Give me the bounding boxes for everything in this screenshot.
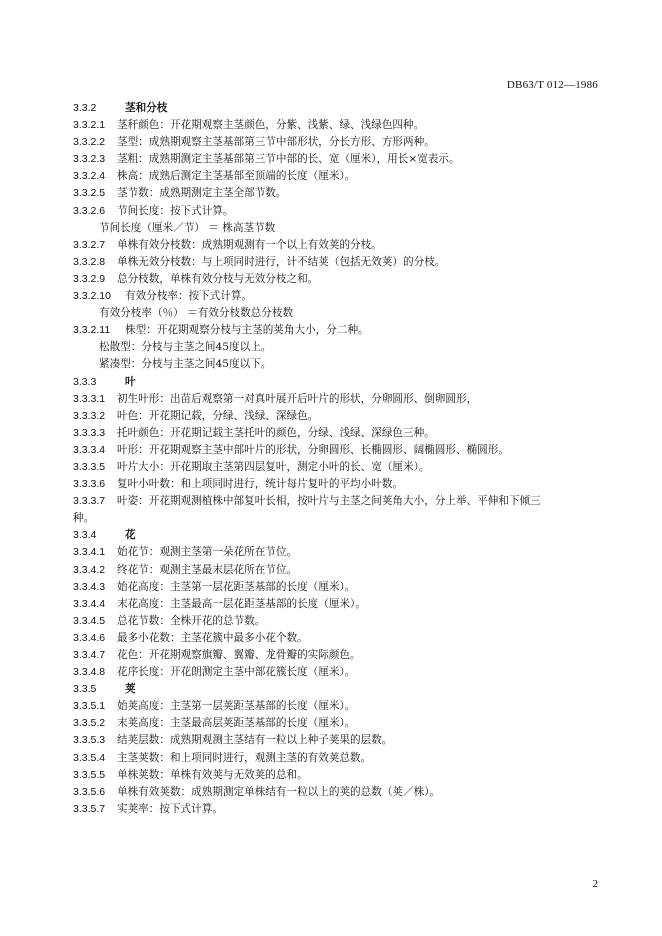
clause-item bbox=[73, 442, 603, 459]
clause-item bbox=[73, 151, 603, 168]
clause-item bbox=[73, 664, 603, 681]
clause-text: 茎粗：成熟期测定主茎基部第三节中部的长、宽（厘米），用长×宽表示。 bbox=[117, 153, 460, 166]
clause-number: 3.3.3.3 bbox=[73, 426, 106, 439]
clause-number: 3.3.2.8 bbox=[73, 255, 106, 268]
clause-number: 3.3.2.9 bbox=[73, 272, 106, 285]
clause-item bbox=[73, 203, 603, 220]
clause-item bbox=[73, 562, 603, 579]
section-title: 花 bbox=[125, 529, 136, 542]
clause-text: 株高：成熟后测定主茎基部至顶端的长度（厘米）。 bbox=[117, 170, 356, 183]
clause-number: 3.3.3.2 bbox=[73, 409, 106, 422]
continuation-line bbox=[73, 510, 603, 527]
document-code: DB63/T 012—1986 bbox=[506, 79, 598, 91]
section-number: 3.3.5 bbox=[73, 683, 97, 696]
section-heading bbox=[73, 374, 603, 391]
clause-text: 茎型：成熟期观察主茎基部第三节中部形状，分长方形、方形两种。 bbox=[117, 136, 435, 149]
section-heading bbox=[73, 681, 603, 698]
clause-item bbox=[73, 237, 603, 254]
clause-text: 总分枝数，单株有效分枝与无效分枝之和。 bbox=[117, 272, 319, 285]
clause-number: 3.3.2.1 bbox=[73, 119, 106, 132]
formula-text: 节间长度（厘米／节） ＝ 株高茎节数 bbox=[99, 221, 276, 234]
clause-number: 3.3.2.5 bbox=[73, 187, 106, 200]
clause-text: 叶形：开花期观察主茎中部叶片的形状，分卵圆形、长椭圆形、阔椭圆形、椭圆形。 bbox=[117, 443, 509, 456]
clause-item bbox=[73, 698, 603, 715]
document-body bbox=[73, 100, 603, 818]
clause-number: 3.3.3.5 bbox=[73, 460, 106, 473]
clause-item bbox=[73, 715, 603, 732]
clause-text: 叶色：开花期记载，分绿、浅绿、深绿色。 bbox=[117, 409, 319, 422]
clause-number: 3.3.3.1 bbox=[73, 392, 106, 405]
clause-text: 花序长度：开花朗测定主茎中部花簇长度（厘米）。 bbox=[117, 666, 356, 679]
section-number: 3.3.2 bbox=[73, 102, 97, 114]
clause-number: 3.3.5.6 bbox=[73, 785, 106, 798]
section-title: 茎和分枝 bbox=[125, 102, 168, 114]
clause-text: 末花高度：主茎最高一层花距茎基部的长度（厘米）。 bbox=[117, 597, 366, 610]
clause-item bbox=[73, 408, 603, 425]
clause-text: 实荚率：按下式计算。 bbox=[117, 802, 223, 815]
clause-item bbox=[73, 613, 603, 630]
clause-number: 3.3.2.7 bbox=[73, 238, 106, 251]
clause-text: 花色：开花期观察旗瓣、翼瓣、龙骨瓣的实际颜色。 bbox=[117, 649, 361, 661]
clause-text: 叶姿：开花期观测植株中部复叶长相，按叶片与主茎之间荚角大小，分上举、平伸和下倾三 bbox=[117, 495, 541, 508]
clause-text: 始花节：观测主茎第一朵花所在节位。 bbox=[117, 546, 298, 559]
clause-text: 节间长度：按下式计算。 bbox=[117, 204, 234, 217]
clause-item bbox=[73, 391, 603, 408]
clause-item bbox=[73, 801, 603, 818]
clause-number: 3.3.5.5 bbox=[73, 768, 106, 781]
clause-number: 3.3.2.11 bbox=[73, 324, 111, 337]
clause-item bbox=[73, 476, 603, 493]
clause-number: 3.3.4.2 bbox=[73, 563, 106, 576]
clause-item bbox=[73, 544, 603, 561]
clause-number: 3.3.4.1 bbox=[73, 546, 106, 559]
section-number: 3.3.3 bbox=[73, 375, 97, 388]
clause-item bbox=[73, 117, 603, 134]
clause-number: 3.3.5.3 bbox=[73, 734, 106, 747]
clause-item bbox=[73, 322, 603, 339]
clause-text: 有效分枝率：按下式计算。 bbox=[125, 290, 253, 303]
page-number: 2 bbox=[592, 878, 598, 890]
clause-number: 3.3.2.2 bbox=[73, 136, 106, 149]
clause-number: 3.3.4.5 bbox=[73, 614, 106, 627]
clause-text: 总花节数：全株开花的总节数。 bbox=[117, 614, 266, 627]
formula-text: 有效分枝率（％） ＝有效分枝数总分枝数 bbox=[99, 307, 294, 320]
clause-text: 单株有效荚数：成熟期测定单株结有一粒以上的荚的总数（荚／株）。 bbox=[117, 785, 441, 798]
clause-item bbox=[73, 647, 603, 664]
formula-line bbox=[73, 305, 603, 322]
clause-number: 3.3.2.3 bbox=[73, 153, 106, 166]
section-number: 3.3.4 bbox=[73, 529, 97, 542]
clause-number: 3.3.4.6 bbox=[73, 631, 106, 644]
section-heading bbox=[73, 527, 603, 544]
clause-item bbox=[73, 288, 603, 305]
clause-number: 3.3.2.6 bbox=[73, 204, 106, 217]
clause-text: 叶片大小：开花期取主茎第四层复叶，测定小叶的长、宽（厘米）。 bbox=[117, 460, 430, 473]
clause-text: 末荚高度：主茎最高层荚距茎基部的长度（厘米）。 bbox=[117, 717, 356, 730]
clause-item bbox=[73, 254, 603, 271]
clause-number: 3.3.4.3 bbox=[73, 580, 106, 593]
clause-number: 3.3.2.10 bbox=[73, 290, 111, 303]
formula-line bbox=[73, 220, 603, 237]
clause-number: 3.3.5.4 bbox=[73, 751, 106, 764]
clause-number: 3.3.4.8 bbox=[73, 666, 106, 679]
clause-item bbox=[73, 596, 603, 613]
clause-text: 初生叶形：出苗后观察第一对真叶展开后叶片的形状，分卵圆形、倒卵圆形， bbox=[117, 392, 478, 405]
clause-text: 终花节：观测主茎最末层花所在节位。 bbox=[117, 563, 298, 576]
clause-text: 单株有效分枝数：成熟期观测有一个以上有效荚的分枝。 bbox=[117, 238, 382, 251]
clause-item bbox=[73, 459, 603, 476]
clause-item bbox=[73, 630, 603, 647]
clause-item bbox=[73, 767, 603, 784]
clause-text: 株型：开花期观察分枝与主茎的荚角大小，分二种。 bbox=[125, 324, 369, 337]
clause-item bbox=[73, 493, 603, 510]
clause-item bbox=[73, 168, 603, 185]
section-heading bbox=[73, 100, 603, 117]
clause-text: 茎秆颜色：开花期观察主茎颜色，分紫、浅紫、绿、浅绿色四种。 bbox=[117, 119, 425, 132]
clause-number: 3.3.5.1 bbox=[73, 700, 106, 713]
clause-number: 3.3.4.4 bbox=[73, 597, 106, 610]
clause-number: 3.3.3.6 bbox=[73, 478, 106, 491]
clause-text: 最多小花数：主茎花簇中最多小花个数。 bbox=[117, 631, 308, 644]
clause-item bbox=[73, 185, 603, 202]
section-title: 荚 bbox=[125, 683, 136, 696]
clause-number: 3.3.2.4 bbox=[73, 170, 106, 183]
clause-item bbox=[73, 134, 603, 151]
continuation-text: 种。 bbox=[73, 512, 95, 525]
formula-text: 紧凑型：分枝与主茎之间45度以下。 bbox=[99, 358, 272, 371]
clause-item bbox=[73, 750, 603, 767]
clause-item bbox=[73, 784, 603, 801]
clause-item bbox=[73, 425, 603, 442]
section-title: 叶 bbox=[125, 375, 136, 388]
clause-text: 主茎荚数：和上项同时进行，观测主茎的有效荚总数。 bbox=[117, 751, 372, 764]
clause-text: 单株荚数：单株有效荚与无效荚的总和。 bbox=[117, 768, 308, 781]
formula-line bbox=[73, 339, 603, 356]
formula-line bbox=[73, 356, 603, 373]
clause-text: 结荚层数：成熟期观测主茎结有一粒以上种子荚果的层数。 bbox=[117, 734, 393, 747]
clause-text: 茎节数：成熟期测定主茎全部节数。 bbox=[117, 187, 287, 200]
clause-item bbox=[73, 732, 603, 749]
clause-number: 3.3.3.7 bbox=[73, 495, 106, 508]
clause-item bbox=[73, 271, 603, 288]
clause-text: 单株无效分枝数：与上项同时进行，计不结荚（包括无效荚）的分枝。 bbox=[117, 255, 446, 268]
clause-text: 始花高度：主茎第一层花距茎基部的长度（厘米）。 bbox=[117, 580, 356, 593]
clause-text: 复叶小叶数：和上项同时进行，统计每片复叶的平均小叶数。 bbox=[117, 478, 404, 491]
clause-text: 托叶颜色：开花期记载主茎托叶的颜色，分绿、浅绿、深绿色三种。 bbox=[117, 426, 435, 439]
clause-number: 3.3.5.7 bbox=[73, 802, 106, 815]
clause-number: 3.3.5.2 bbox=[73, 717, 106, 730]
clause-number: 3.3.4.7 bbox=[73, 649, 106, 661]
clause-text: 始荚高度：主茎第一层荚距茎基部的长度（厘米）。 bbox=[117, 700, 356, 713]
clause-item bbox=[73, 579, 603, 596]
clause-number: 3.3.3.4 bbox=[73, 443, 106, 456]
formula-text: 松散型：分枝与主茎之间45度以上。 bbox=[99, 341, 272, 354]
